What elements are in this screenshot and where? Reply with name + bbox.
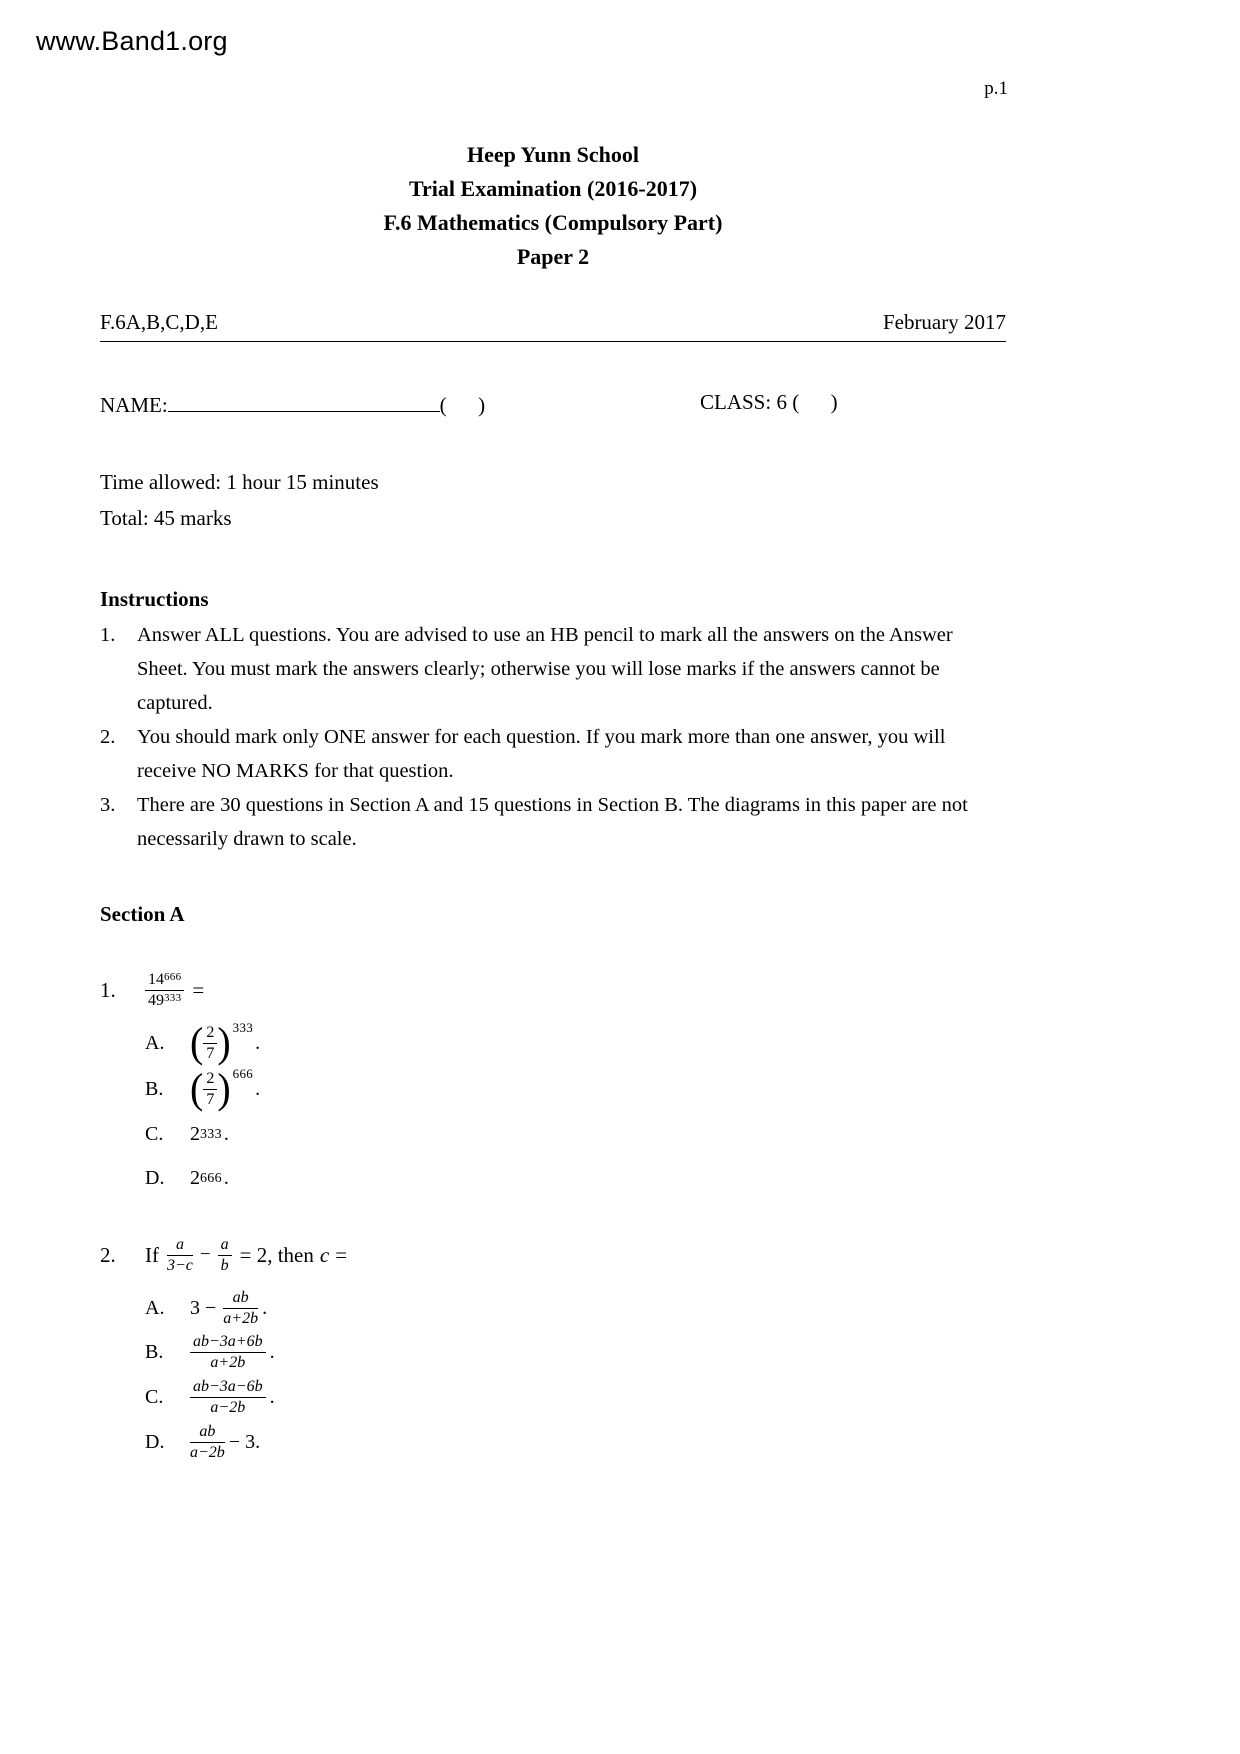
option-value xyxy=(190,1064,261,1112)
q1-num-base: 14 xyxy=(148,971,164,988)
fraction-denominator: a−2b xyxy=(190,1443,225,1461)
instructions-block xyxy=(100,582,1006,856)
fraction-numerator: ab−3a−6b xyxy=(190,1378,266,1398)
name-label: NAME: xyxy=(100,393,168,417)
power-base: 2 xyxy=(190,1167,200,1190)
instruction-text: Answer ALL questions. You are advised to use an HB pencil to mark all the answers on the Answer Sheet. You must mark the answers clearly; otherwise you will lose marks if the answers cannot be captured. xyxy=(137,624,953,714)
paren-fraction xyxy=(203,1070,217,1109)
option-letter: C. xyxy=(145,1123,164,1146)
option-letter: C. xyxy=(145,1386,164,1409)
option-value xyxy=(190,1018,261,1066)
period: . xyxy=(255,1078,261,1101)
q1-option-a xyxy=(145,1018,1006,1066)
option-letter: D. xyxy=(145,1167,165,1190)
q2-option-d xyxy=(145,1423,1006,1462)
q1-option-c xyxy=(145,1116,1006,1154)
question-1 xyxy=(100,971,1006,1010)
fraction-denominator: a+2b xyxy=(223,1309,259,1327)
question-1-options xyxy=(145,1018,1006,1198)
instruction-item xyxy=(100,788,1006,856)
subject-title: F.6 Mathematics (Compulsory Part) xyxy=(383,210,723,235)
question-2-options xyxy=(145,1289,1006,1462)
question-2 xyxy=(100,1236,1006,1275)
option-value xyxy=(190,1123,229,1146)
minus-sign: − xyxy=(199,1244,211,1266)
q2-if-word: If xyxy=(145,1242,159,1267)
fraction-numerator: ab xyxy=(223,1289,258,1309)
option-value xyxy=(190,1423,260,1462)
period: . xyxy=(223,1123,229,1146)
option-value xyxy=(190,1289,267,1328)
instruction-number: 3. xyxy=(100,794,116,816)
question-1-number: 1. xyxy=(100,977,116,1002)
instruction-item xyxy=(100,618,1006,720)
option-fraction xyxy=(223,1289,258,1328)
fraction-denominator: 3−c xyxy=(167,1256,193,1274)
q2-option-c xyxy=(145,1378,1006,1417)
class-list: F.6A,B,C,D,E xyxy=(100,310,218,334)
question-2-stem xyxy=(145,1236,347,1275)
q2-option-b xyxy=(145,1333,1006,1372)
q1-num-exponent: 666 xyxy=(164,971,182,983)
exponent: 666 xyxy=(200,1170,222,1186)
paren-fraction xyxy=(203,1024,217,1063)
q2-fraction-2 xyxy=(218,1236,232,1275)
instructions-title: Instructions xyxy=(100,587,209,611)
exam-title: Trial Examination (2016-2017) xyxy=(408,176,698,201)
name-class-row xyxy=(100,390,1006,420)
close-paren: ) xyxy=(217,1064,231,1112)
open-paren: ( xyxy=(190,1064,204,1112)
fraction-numerator: a xyxy=(167,1236,193,1256)
fraction-numerator: a xyxy=(218,1236,232,1256)
question-1-stem xyxy=(145,971,204,1010)
exponent: 666 xyxy=(232,1065,254,1081)
school-name: Heep Yunn School xyxy=(467,142,639,167)
fraction-denominator: b xyxy=(220,1256,229,1274)
option-prefix: 3 − xyxy=(190,1296,217,1319)
total-marks: Total: 45 marks xyxy=(100,506,232,530)
power-base: 2 xyxy=(190,1123,200,1146)
fraction-denominator: a−2b xyxy=(210,1399,246,1417)
q1-den-exponent: 333 xyxy=(164,991,182,1004)
time-allowed: Time allowed: 1 hour 15 minutes xyxy=(100,470,379,494)
instruction-number: 1. xyxy=(100,624,116,646)
option-value xyxy=(190,1167,229,1190)
option-letter: A. xyxy=(145,1032,165,1055)
q1-den-base: 49 xyxy=(148,991,164,1009)
page-content xyxy=(100,138,1006,1468)
section-a-title: Section A xyxy=(100,902,185,926)
class-date-row xyxy=(100,310,1006,342)
q2-equals-two: = 2, then xyxy=(239,1242,314,1267)
fraction-denominator: 7 xyxy=(206,1045,215,1063)
close-paren: ) xyxy=(217,1018,231,1066)
q1-equals-sign: = xyxy=(192,977,205,1002)
q2-fraction-1 xyxy=(167,1236,193,1275)
fraction-denominator: 7 xyxy=(206,1091,215,1109)
page-number: p.1 xyxy=(984,78,1008,99)
option-letter: A. xyxy=(145,1296,165,1319)
q1-option-b xyxy=(145,1064,1006,1112)
q1-fraction xyxy=(145,971,184,1010)
exponent: 333 xyxy=(200,1126,222,1142)
q1-fraction-denominator xyxy=(145,991,184,1010)
instructions-list xyxy=(100,618,1006,856)
exam-info-block xyxy=(100,464,1006,536)
option-fraction xyxy=(190,1423,225,1462)
instruction-text: You should mark only ONE answer for each question. If you mark more than one answer, you will receive NO MARKS for that question. xyxy=(137,726,946,782)
option-value xyxy=(190,1378,275,1417)
option-letter: B. xyxy=(145,1341,164,1364)
name-blank-line xyxy=(168,390,440,412)
fraction-numerator: ab−3a+6b xyxy=(190,1333,266,1353)
instruction-item xyxy=(100,720,1006,788)
option-value xyxy=(190,1333,275,1372)
q1-option-d xyxy=(145,1160,1006,1198)
q2-option-a xyxy=(145,1289,1006,1328)
instruction-number: 2. xyxy=(100,726,116,748)
paper-title: Paper 2 xyxy=(516,244,590,269)
period: . xyxy=(255,1032,261,1055)
exam-date: February 2017 xyxy=(882,310,1006,334)
class-label: CLASS: 6 ( ) xyxy=(700,390,838,414)
q1-fraction-numerator xyxy=(145,971,184,991)
open-paren: ( xyxy=(190,1018,204,1066)
option-letter: B. xyxy=(145,1078,164,1101)
option-suffix: − 3. xyxy=(228,1430,261,1453)
exam-header xyxy=(100,138,1006,274)
instruction-text: There are 30 questions in Section A and 15 questions in Section B. The diagrams in this paper are not necessarily drawn to scale. xyxy=(137,794,968,850)
option-fraction xyxy=(190,1378,266,1417)
fraction-numerator: ab xyxy=(190,1423,225,1443)
fraction-numerator: 2 xyxy=(203,1070,217,1090)
q2-variable-c: c xyxy=(319,1242,330,1267)
fraction-denominator: a+2b xyxy=(210,1354,246,1372)
fraction-numerator: 2 xyxy=(203,1024,217,1044)
option-letter: D. xyxy=(145,1430,165,1453)
site-watermark: www.Band1.org xyxy=(36,26,228,56)
period: . xyxy=(223,1167,229,1190)
option-suffix: . xyxy=(269,1341,275,1364)
option-suffix: . xyxy=(269,1386,275,1409)
option-suffix: . xyxy=(262,1296,268,1319)
q2-equals-sign: = xyxy=(335,1242,348,1267)
name-paren: ( ) xyxy=(439,393,486,417)
option-fraction xyxy=(190,1333,266,1372)
exponent: 333 xyxy=(232,1019,254,1035)
question-2-number: 2. xyxy=(100,1242,116,1267)
